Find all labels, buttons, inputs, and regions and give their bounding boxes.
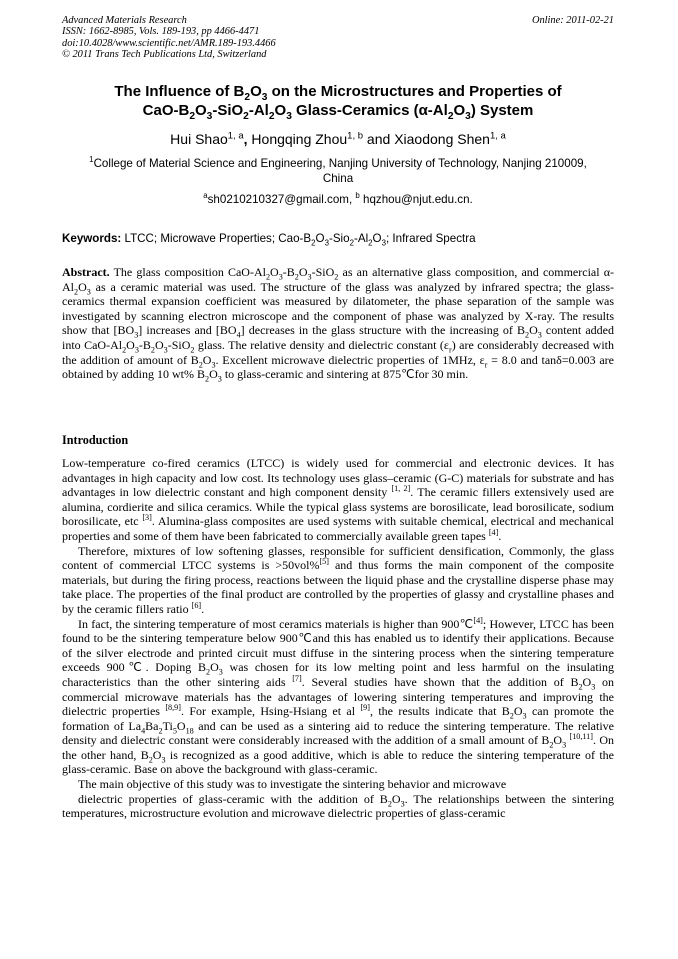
copyright-line: © 2011 Trans Tech Publications Ltd, Switzerland [62, 49, 267, 61]
journal-header [62, 15, 614, 61]
introduction-body [62, 456, 614, 821]
paragraph: The main objective of this study was to investigate the sintering behavior and microwave [78, 777, 507, 792]
citation[interactable]: [10,11] [569, 732, 593, 742]
citation[interactable]: [4] [488, 527, 499, 537]
citation[interactable]: [8,9] [165, 703, 181, 713]
keywords: Keywords: LTCC; Microwave Properties; Cao-$B_2O_3-Sio_2-Al_2O_3$; Infrared Spectra [62, 232, 476, 248]
author-name: Hongqing Zhou [251, 131, 348, 147]
author-list: Hui Shao$^{1, a}$, Hongqing Zhou$^{1, b}$ and Xiaodong Shen$^{1, a}$ [170, 130, 506, 147]
section-heading-introduction: Introduction [62, 433, 129, 447]
online-date: Online: 2011-02-21 [531, 15, 614, 26]
doi-line: doi:10.4028/www.scientific.net/AMR.189-193.4466 [62, 37, 276, 49]
email-link[interactable]: sh0210210327@gmail.com, [207, 193, 356, 206]
author-name: Hui Shao [170, 131, 228, 147]
title-line-1: The Influence of $B_2O_3$ on the Microstructures and Properties of [114, 83, 562, 103]
issn-line: ISSN: 1662-8985, Vols. 189-193, pp 4466-4471 [62, 26, 260, 38]
journal-name: Advanced Materials Research [62, 15, 187, 26]
paragraph: dielectric properties of glass-ceramic with the addition of $B_2O_3$. The relationships between the sintering temperatures, microstructure evolution and microwave dielectric properties of glass-ceramic [62, 791, 614, 821]
author-name: Xiaodong Shen [394, 131, 490, 147]
citation[interactable]: [9] [360, 703, 370, 713]
abstract: Abstract. The glass composition CaO-$Al_2O_3-B_2O_3-SiO_2$ as an alternative glass composition, and commercial $\alpha-Al_2O_3$ as a ceramic material was used. The structure of the glass was analyzed by infrared spectra; the glass-ceramics thermal expansion coefficient was measured by dilatometer, the phase separation of the sample was investigated by scanning electron microscope and the component of phase was analyzed by X-ray. The results show that $[BO_3]$ increases and $[BO_4]$ decreases in the glass structure with the increasing of $B_2O_3$ content added into CaO-$Al_2O_3-B_2O_3-SiO_2$ glass. The relative density and dielectric constant $(\varepsilon_r)$ are considerably decreased with the addition of amount of $B_2O_3$. Excellent microwave dielectric properties of 1MHz, $\varepsilon_r = 8.0$ and tanδ=0.003 are obtained by adding 10 wt% $B_2O_3$ to glass-ceramic and sintering at 875℃for 30 min. [62, 265, 614, 384]
keywords-label: Keywords: [62, 232, 122, 245]
citation[interactable]: [4] [473, 615, 483, 625]
paragraph: In fact, the sintering temperature of most ceramics materials is higher than 900℃[4]; However, LTCC has been found to be the sintering temperature below 900℃and this has enabled us to identify their applications. Because of the silver electrode and printed circuit must diffuse in the sintering process when the sintering temperature exceeds 900℃. Doping $B_2O_3$ was chosen for its low melting point and less harmful on the insulating characteristics than the other sintering aids [7]. Several studies have shown that the addition of $B_2O_3$ on commercial microwave materials has the advantages of lowering sintering temperatures and improving the dielectric properties [8,9]. For example, Hsing-Hsiang et al [9], the results indicate that $B_2O_3$ can promote the formation of $La_4Ba_2Ti_5O_{18}$ and can be used as a sintering aid to reduce the sintering temperature. The relative density and dielectric constant were considerably increased with the addition of a small amount of $B_2O_3$ [10,11]. On the other hand, $B_2O_3$ is recognized as a good additive, which is able to reduce the sintering temperature of the glass-ceramic. Base on above the background with glass-ceramic. [62, 615, 614, 777]
citation[interactable]: [7] [292, 673, 302, 683]
citation[interactable]: [5] [319, 557, 329, 567]
abstract-label: Abstract. [62, 265, 110, 279]
author-emails: $^a$sh0210210327@gmail.com, $^b$ hqzhou@njut.edu.cn. [203, 191, 473, 206]
title-line-2: CaO-$B_2O_3-SiO_2-Al_2O_3$ Glass-Ceramics $(\alpha-Al_2O_3)$ System [142, 102, 534, 122]
paragraph: Therefore, mixtures of low softening glasses, responsible for sufficient densification, Commonly, the glass content of commercial LTCC systems is >50vol%[5] and thus forms the main component of the composite materials, but during the firing process, reactions between the liquid phase and the crystalline disperse phase may take place. The properties of the final product are controlled by the properties of glassy and crystalline phases and by the ceramic fillers ratio [6]. [62, 543, 615, 616]
paragraph: Low-temperature co-fired ceramics (LTCC) is widely used for commercial and electronic devices. It has advantages in high capacity and low cost. Its technology uses glass–ceramic (G-C) materials for substrate and has advantages in low dielectric constant and high component density [1, 2]. The ceramic fillers extensively used are alumina, cordierite and silica ceramics. While the typical glass systems are borosilicate, lead borosilicate, sodium borosilicate, etc [3]. Alumina-glass composites are used systems with suitable chemical, electrical and mechanical properties and some of them have been fabricated to commercially available green tapes [4]. [62, 456, 615, 543]
citation[interactable]: [1, 2] [391, 484, 411, 494]
email-link[interactable]: hqzhou@njut.edu.cn. [359, 193, 473, 206]
paper-title [62, 82, 614, 120]
citation[interactable]: [3] [142, 513, 152, 523]
affiliation: $^1$College of Material Science and Engineering, Nanjing University of Technology, Nanjing 210009, China [89, 155, 587, 185]
citation[interactable]: [6] [191, 600, 202, 610]
